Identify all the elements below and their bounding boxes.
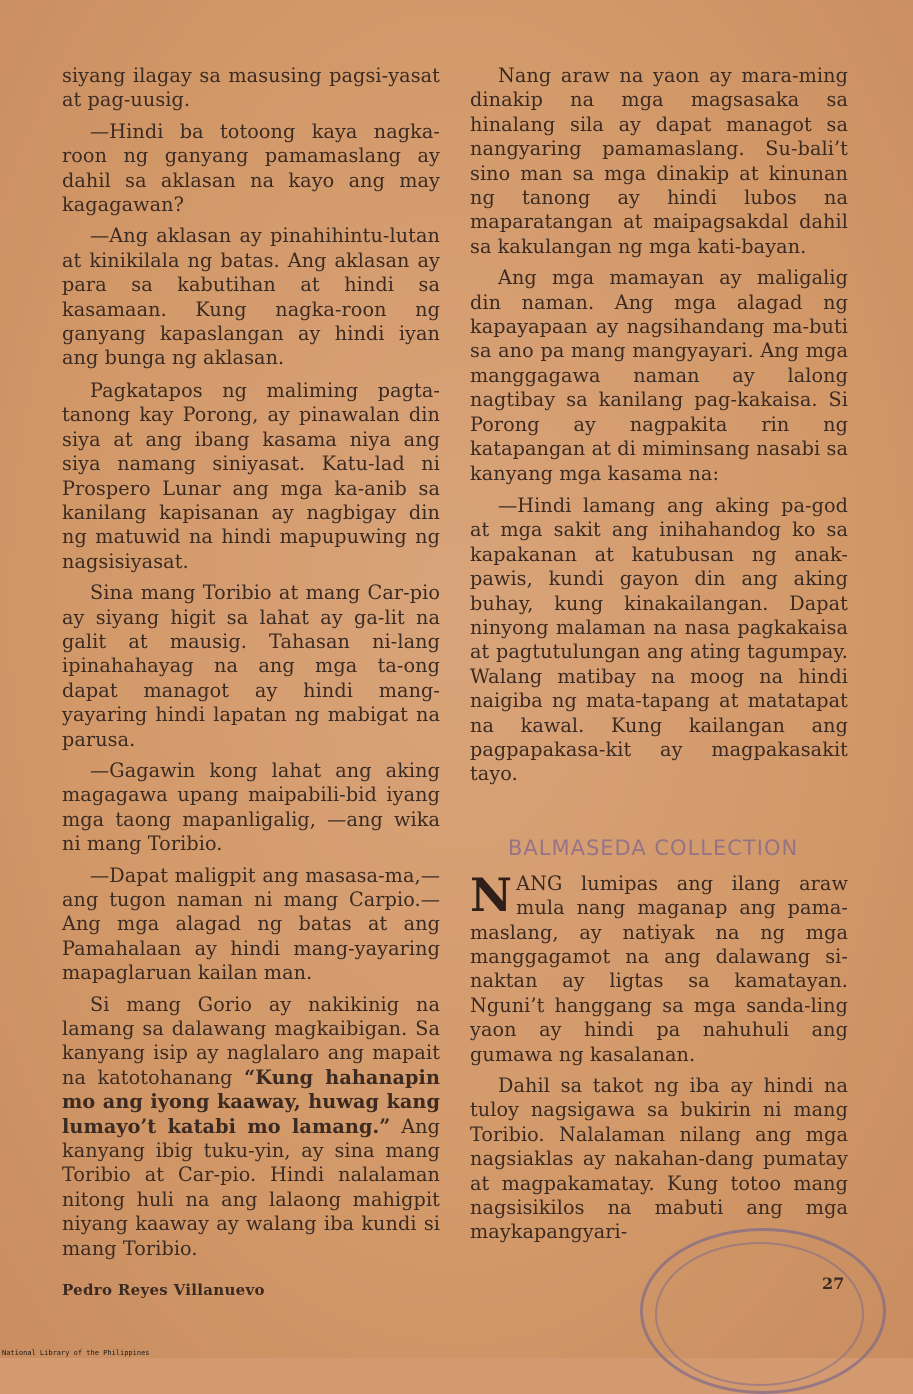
paragraph: —Hindi lamang ang aking pa-god at mga sakit ang inihahandog ko sa kapakanan at katubusan ng anak-pawis, kundi gayon din ang aking buhay, kung kinakailangan. Dapat ninyong malaman na nasa pagkakaisa at pagtutulungan ang ating tagumpay. Walang matibay na moog na hindi naigiba ng mata-tapang at matatapat na kawal. Kung kailangan ang pagpapakasa-kit ay magpakasakit tayo. <box>470 493 848 786</box>
collection-stamp: BALMASEDA COLLECTION <box>508 836 799 860</box>
stamp-spacer <box>470 794 848 872</box>
library-seal-inner <box>655 1242 864 1386</box>
page-number: 27 <box>822 1274 845 1293</box>
paragraph-text: Si mang Gorio ay nakikinig na lamang sa dalawang magkaibigan. Sa kanyang isip ay naglalaro ang mapait na katotohanang <box>62 992 440 1089</box>
paragraph: —Hindi ba totoong kaya nagka-roon ng ganyang pamamaslang ay dahil sa aklasan na kayo ang may kagagawan? <box>62 119 440 217</box>
handwritten-number <box>0 602 138 662</box>
paragraph: Nang araw na yaon ay mara-ming dinakip na mga magsasaka sa hinalang sila ay dapat managot sa nangyaring pamamaslang. Su-bali’t sino man sa mga dinakip at kinunan ng tanong ay hindi lubos na maparatangan at maipagsakdal dahil sa kakulangan ng mga kati-bayan. <box>470 64 848 258</box>
footer-credit: National Library of the Philippines <box>2 1349 150 1357</box>
paragraph <box>62 993 440 1261</box>
paragraph: —Gagawin kong lahat ang aking magagawa upang maipabili-bid iyang mga taong mapanligalig, —ang wika ni mang Toribio. <box>62 758 440 856</box>
drop-cap: N <box>470 867 513 922</box>
left-column <box>62 64 440 1268</box>
author-credit: Pedro Reyes Villanuevo <box>62 1281 265 1299</box>
paragraph: Pagkatapos ng maliming pagta-tanong kay Porong, ay pinawalan din siya at ang ibang kasama niya ang siya namang siniyasat. Katu-lad ni Prospero Lunar ang mga ka-anib sa kanilang kapisanan ay nagbigay din ng matuwid na hindi mapupuwing ng nagsisiyasat. <box>62 378 440 573</box>
paragraph: Ang mga mamayan ay maligalig din naman. Ang mga alagad ng kapayapaan ay nagsihandang ma-buti sa ano pa mang mangyayari. Ang mga manggagawa naman ay lalong nagtibay sa kanilang pag-kakaisa. Si Porong ay nagpakita rin ng katapangan at di miminsang nasabi sa kanyang mga kasama na: <box>470 266 848 485</box>
right-column <box>470 64 848 1252</box>
paragraph: —Dapat maligpit ang masasa-ma,—ang tugon naman ni mang Carpio.—Ang mga alagad ng batas at ang Pamahalaan ay hindi mang-yayaring mapaglaruan kailan man. <box>62 863 440 985</box>
paragraph: Sina mang Toribio at mang Car-pio ay siyang higit sa lahat ay ga-lit na galit at mausig. Tahasan ni-lang ipinahahayag na ang mga ta-ong dapat managot ay hindi mang-yayaring hindi lapatan ng mabigat na parusa. <box>62 581 440 751</box>
bold-quote: “Kung hahanapin mo ang iyong kaaway, huwag kang lumayo’t katabi mo lamang.” <box>62 1065 440 1138</box>
paragraph: —Ang aklasan ay pinahihintu-lutan at kinikilala ng batas. Ang aklasan ay para sa kabutihan at hindi sa kasamaan. Kung nagka-roon ng ganyang kapaslangan ay hindi iyan ang bunga ng aklasan. <box>62 224 440 370</box>
paragraph <box>470 867 848 1067</box>
paragraph: Dahil sa takot ng iba ay hindi na tuloy nagsigawa sa bukirin ni mang Toribio. Nalalaman nilang ang mga nagsiaklas ay nakahan-dang pumatay at magpakamatay. Kung totoo mang nagsisikilos na mabuti ang mga maykapangyari- <box>470 1074 848 1244</box>
paragraph-text: ANG lumipas ang ilang araw mula nang maganap ang pama-maslang, ay natiyak na ng mga manggagamot na ang dalawang si-naktan ay ligtas sa kamatayan. Nguni’t hanggang sa mga sanda-ling yaon ay hindi pa nahuhuli ang gumawa ng kasalanan. <box>470 871 848 1066</box>
paragraph: siyang ilagay sa masusing pagsi-yasat at pag-uusig. <box>62 64 440 112</box>
paragraph-text: Ang kanyang ibig tuku-yin, ay sina mang Toribio at Car-pio. Hindi nalalaman nitong huli na ang lalaong mahigpit niyang kaaway ay walang iba kundi si mang Toribio. <box>62 1114 440 1260</box>
